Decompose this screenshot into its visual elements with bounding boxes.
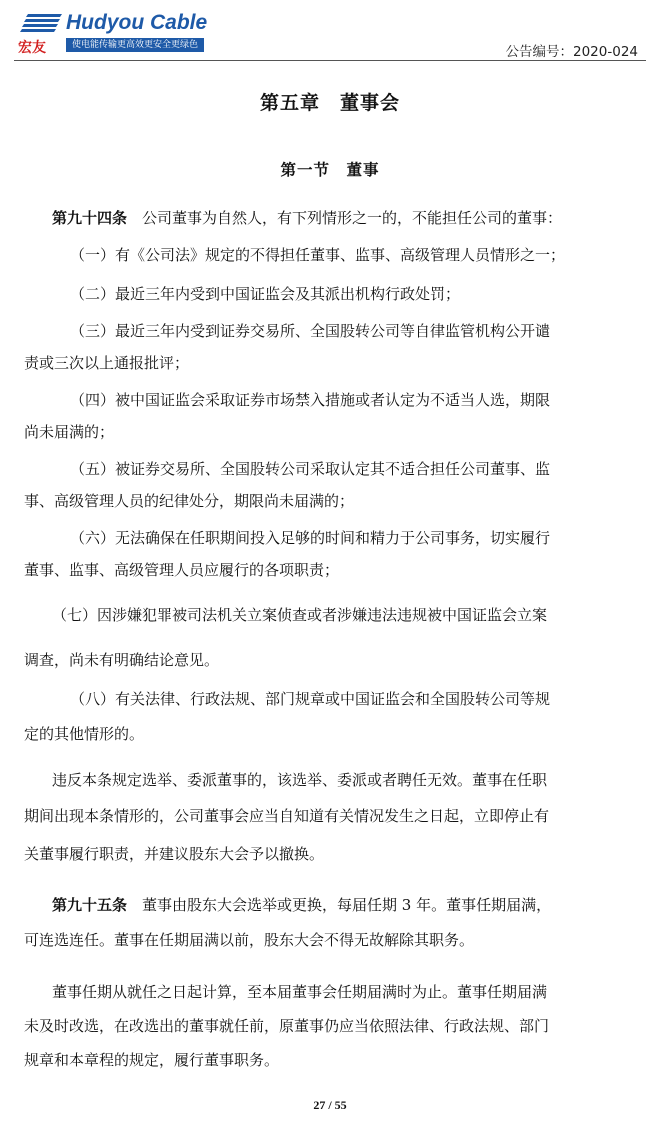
article-94-item-7-line-1: （七）因涉嫌犯罪被司法机关立案侦查或者涉嫌违法违规被中国证监会立案 — [52, 606, 548, 624]
company-logo — [18, 10, 208, 58]
article-94-item-5-line-1: （五）被证券交易所、全国股转公司采取认定其不适合担任公司董事、监 — [70, 460, 551, 478]
article-94-item-8-line-2: 定的其他情形的。 — [24, 725, 145, 743]
article-94-label: 第九十四条 — [52, 209, 128, 227]
logo-stripes-icon — [20, 12, 64, 38]
page-header — [0, 0, 660, 62]
article-94-item-7-line-2: 调查，尚未有明确结论意见。 — [24, 651, 220, 669]
article-94-item-6-line-1: （六）无法确保在任职期间投入足够的时间和精力于公司事务，切实履行 — [70, 529, 551, 547]
article-94-item-8-line-1: （八）有关法律、行政法规、部门规章或中国证监会和全国股转公司等规 — [70, 690, 551, 708]
article-94-item-3-line-1: （三）最近三年内受到证券交易所、全国股转公司等自律监管机构公开谴 — [70, 322, 551, 340]
chapter-title: 第五章 董事会 — [259, 92, 400, 114]
article-95-para-2-line-2: 未及时改选，在改选出的董事就任前，原董事仍应当依照法律、行政法规、部门 — [24, 1017, 550, 1035]
page-number: 27 / 55 — [313, 1098, 347, 1112]
logo-english-name: Hudyou Cable — [66, 11, 208, 34]
article-95-para-2-line-3: 规章和本章程的规定，履行董事职务。 — [24, 1051, 280, 1069]
article-95-para-2-line-1: 董事任期从就任之日起计算，至本届董事会任期届满时为止。董事任期届满 — [52, 983, 548, 1001]
article-94-closing-line-1: 违反本条规定选举、委派董事的，该选举、委派或者聘任无效。董事在任职 — [52, 771, 548, 789]
article-95-heading — [52, 895, 551, 915]
article-94-item-6-line-2: 董事、监事、高级管理人员应履行的各项职责； — [24, 561, 340, 579]
article-94-text: 公司董事为自然人，有下列情形之一的，不能担任公司的董事： — [142, 209, 563, 227]
header-divider — [14, 60, 646, 61]
article-94-item-1: （一）有《公司法》规定的不得担任董事、监事、高级管理人员情形之一； — [70, 246, 566, 264]
article-94-item-4-line-1: （四）被中国证监会采取证券市场禁入措施或者认定为不适当人选，期限 — [70, 391, 551, 409]
section-title: 第一节 董事 — [280, 161, 380, 179]
article-95-label: 第九十五条 — [52, 896, 128, 914]
announcement-number: 公告编号：2020-024 — [505, 44, 638, 60]
article-94-heading — [52, 208, 562, 228]
article-94-item-5-line-2: 事、高级管理人员的纪律处分，期限尚未届满的； — [24, 492, 355, 510]
article-94-closing-line-2: 期间出现本条情形的，公司董事会应当自知道有关情况发生之日起，立即停止有 — [24, 807, 550, 825]
logo-chinese-name: 宏友 — [18, 40, 46, 56]
article-94-closing-line-3: 关董事履行职责，并建议股东大会予以撤换。 — [24, 845, 325, 863]
article-95-line-2: 可连选连任。董事在任期届满以前，股东大会不得无故解除其职务。 — [24, 931, 475, 949]
article-95-text: 董事由股东大会选举或更换，每届任期 3 年。董事任期届满， — [142, 896, 552, 914]
article-94-item-3-line-2: 责或三次以上通报批评； — [24, 354, 190, 372]
logo-slogan: 使电能传输更高效更安全更绿色 — [66, 38, 204, 52]
article-94-item-4-line-2: 尚未届满的； — [24, 423, 115, 441]
article-94-item-2: （二）最近三年内受到中国证监会及其派出机构行政处罚； — [70, 285, 461, 303]
